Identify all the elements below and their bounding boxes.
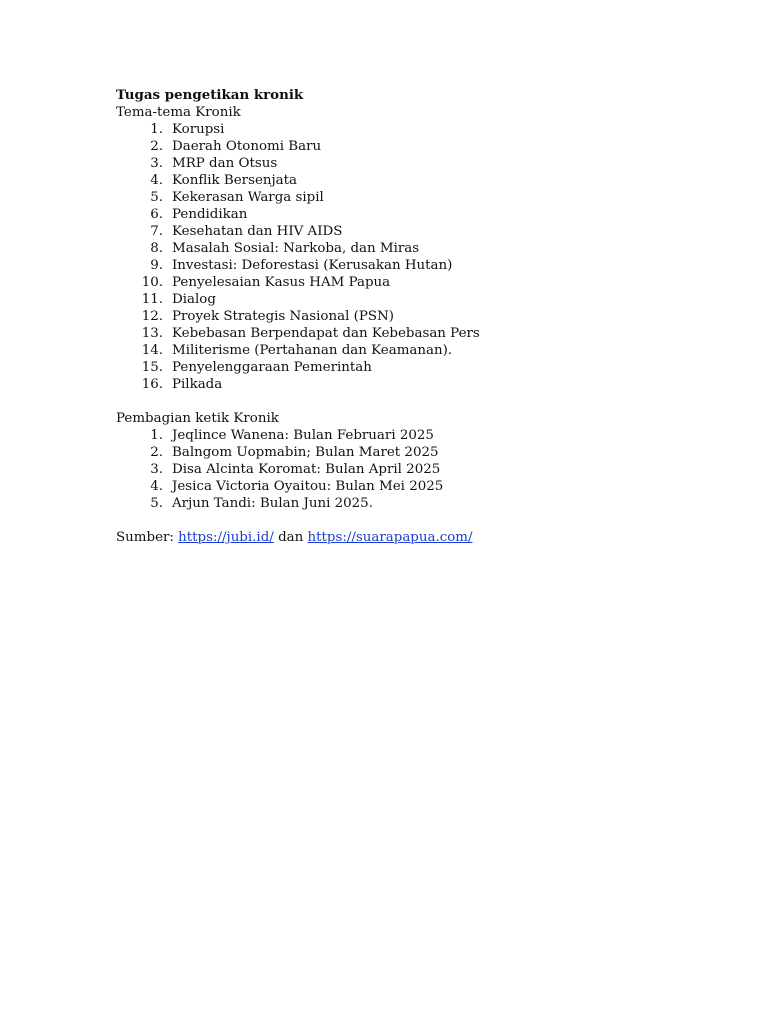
theme-item-text: Kekerasan Warga sipil [172, 190, 324, 205]
source-link-suarapapua[interactable]: https://suarapapua.com/ [307, 530, 473, 545]
assignments-list [116, 427, 480, 512]
assignment-item-text: Balngom Uopmabin; Bulan Maret 2025 [172, 445, 439, 460]
assignment-item-text: Arjun Tandi: Bulan Juni 2025. [172, 496, 373, 511]
theme-item [116, 359, 480, 376]
theme-item [116, 376, 480, 393]
assignment-item [116, 478, 480, 495]
theme-item-text: Korupsi [172, 122, 225, 137]
theme-item-number: 7. [150, 224, 163, 239]
document-title: Tugas pengetikan kronik [116, 87, 304, 103]
theme-item [116, 121, 480, 138]
assignment-item-text: Jesica Victoria Oyaitou: Bulan Mei 2025 [172, 479, 444, 494]
theme-item-text: MRP dan Otsus [172, 156, 278, 171]
theme-item-number: 2. [150, 139, 163, 154]
theme-item [116, 325, 480, 342]
theme-item [116, 257, 480, 274]
theme-item-text: Penyelenggaraan Pemerintah [172, 360, 372, 375]
theme-item-number: 6. [150, 207, 163, 222]
assignment-item [116, 461, 480, 478]
theme-item-number: 13. [141, 326, 163, 341]
theme-item-number: 15. [141, 360, 163, 375]
theme-item [116, 240, 480, 257]
assignment-item [116, 495, 480, 512]
theme-item-number: 10. [141, 275, 163, 290]
theme-item [116, 342, 480, 359]
theme-item-number: 12. [141, 309, 163, 324]
spacer [116, 393, 480, 410]
theme-item [116, 189, 480, 206]
assignment-item-number: 3. [150, 462, 163, 477]
theme-item-number: 14. [141, 343, 163, 358]
theme-item [116, 223, 480, 240]
theme-item-text: Proyek Strategis Nasional (PSN) [172, 309, 394, 324]
theme-item-text: Investasi: Deforestasi (Kerusakan Hutan) [172, 258, 453, 273]
source-and: dan [278, 530, 304, 545]
theme-item-number: 5. [150, 190, 163, 205]
document-body [116, 87, 480, 546]
theme-item-number: 1. [150, 122, 163, 137]
themes-heading: Tema-tema Kronik [116, 105, 241, 120]
theme-item-number: 9. [150, 258, 163, 273]
theme-item-text: Pilkada [172, 377, 223, 392]
assignment-item [116, 427, 480, 444]
theme-item-number: 16. [141, 377, 163, 392]
assignment-item-number: 1. [150, 428, 163, 443]
assignment-heading: Pembagian ketik Kronik [116, 411, 279, 426]
theme-item [116, 291, 480, 308]
theme-item-number: 4. [150, 173, 163, 188]
assignment-item-number: 5. [150, 496, 163, 511]
theme-item-text: Kesehatan dan HIV AIDS [172, 224, 343, 239]
theme-item [116, 308, 480, 325]
theme-item-text: Penyelesaian Kasus HAM Papua [172, 275, 391, 290]
source-label: Sumber: [116, 530, 174, 545]
theme-item-text: Konflik Bersenjata [172, 173, 298, 188]
theme-item-text: Dialog [172, 292, 216, 307]
theme-item-number: 3. [150, 156, 163, 171]
theme-item-text: Militerisme (Pertahanan dan Keamanan). [172, 343, 453, 358]
theme-item-text: Pendidikan [172, 207, 248, 222]
source-link-jubi[interactable]: https://jubi.id/ [178, 530, 274, 545]
assignment-item-text: Jeqlince Wanena: Bulan Februari 2025 [172, 428, 434, 443]
theme-item-number: 11. [141, 292, 163, 307]
theme-item-text: Daerah Otonomi Baru [172, 139, 322, 154]
assignment-item-number: 4. [150, 479, 163, 494]
assignment-item-number: 2. [150, 445, 163, 460]
theme-item [116, 172, 480, 189]
assignment-item [116, 444, 480, 461]
theme-item-text: Kebebasan Berpendapat dan Kebebasan Pers [172, 326, 480, 341]
theme-item [116, 155, 480, 172]
theme-item [116, 138, 480, 155]
spacer [116, 512, 480, 529]
theme-item-text: Masalah Sosial: Narkoba, dan Miras [172, 241, 420, 256]
theme-item [116, 274, 480, 291]
source-line [116, 529, 480, 546]
themes-list [116, 121, 480, 393]
theme-item [116, 206, 480, 223]
theme-item-number: 8. [150, 241, 163, 256]
assignment-item-text: Disa Alcinta Koromat: Bulan April 2025 [172, 462, 441, 477]
